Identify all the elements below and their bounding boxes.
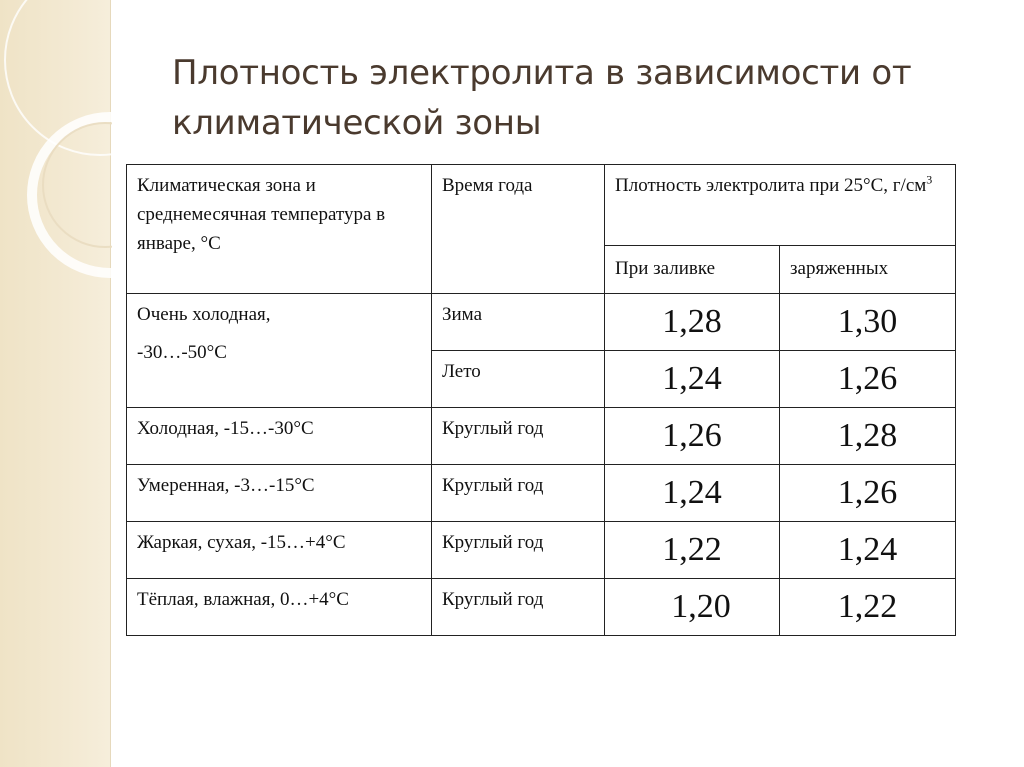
zone-cell: Холодная, -15…-30°С <box>127 408 432 465</box>
season-cell: Круглый год <box>432 408 605 465</box>
season-cell: Лето <box>432 351 605 408</box>
charged-value: 1,26 <box>780 351 956 408</box>
zone-cell: Очень холодная, -30…-50°С <box>127 294 432 408</box>
header-season: Время года <box>432 165 605 294</box>
table-row <box>127 465 956 522</box>
zone-cell: Тёплая, влажная, 0…+4°С <box>127 579 432 636</box>
season-cell: Круглый год <box>432 465 605 522</box>
table-row <box>127 522 956 579</box>
decorative-side-stripe <box>0 0 111 767</box>
fill-value: 1,20 <box>605 579 780 636</box>
table-row <box>127 579 956 636</box>
fill-value: 1,24 <box>605 465 780 522</box>
table-row <box>127 408 956 465</box>
slide-title: Плотность электролита в зависимости от климатической зоны <box>172 53 912 143</box>
season-cell: Круглый год <box>432 579 605 636</box>
fill-value: 1,22 <box>605 522 780 579</box>
charged-value: 1,24 <box>780 522 956 579</box>
table-row <box>127 294 956 351</box>
electrolyte-density-table <box>126 164 956 636</box>
header-charged: заряженных <box>780 246 956 294</box>
table-header-row <box>127 165 956 246</box>
header-zone: Климатическая зона и среднемесячная температура в январе, °С <box>127 165 432 294</box>
charged-value: 1,28 <box>780 408 956 465</box>
season-cell: Круглый год <box>432 522 605 579</box>
fill-value: 1,24 <box>605 351 780 408</box>
charged-value: 1,30 <box>780 294 956 351</box>
charged-value: 1,22 <box>780 579 956 636</box>
season-cell: Зима <box>432 294 605 351</box>
header-fill: При заливке <box>605 246 780 294</box>
zone-cell: Жаркая, сухая, -15…+4°С <box>127 522 432 579</box>
zone-cell: Умеренная, -3…-15°С <box>127 465 432 522</box>
charged-value: 1,26 <box>780 465 956 522</box>
decorative-circles <box>0 0 112 767</box>
fill-value: 1,28 <box>605 294 780 351</box>
fill-value: 1,26 <box>605 408 780 465</box>
header-density: Плотность электролита при 25°С, $г/см^3$ <box>605 165 956 246</box>
